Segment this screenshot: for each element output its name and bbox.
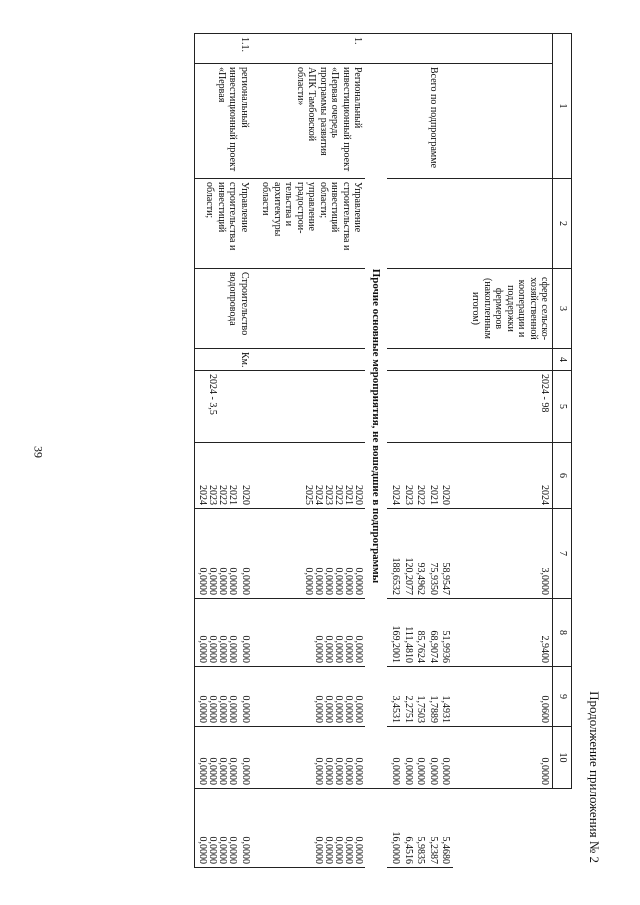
- total-value: 120,2077: [403, 557, 414, 595]
- item-1-1-value: 0,0000: [196, 635, 208, 663]
- item-1-v10: [258, 788, 366, 867]
- item-1-value: 0,0000: [303, 567, 315, 595]
- item-1-1-years: [194, 442, 258, 508]
- item-1-value: 0,0000: [343, 695, 355, 723]
- total-v8: [387, 666, 454, 726]
- item-1-value: 0,0000: [333, 635, 345, 663]
- item-1-years: [258, 442, 366, 508]
- total-value: 85,7624: [415, 630, 427, 663]
- item-1-1-number: 1.1.: [194, 33, 258, 63]
- column-number-row: [553, 33, 572, 867]
- col-1: 1: [553, 33, 572, 178]
- col-6: 6: [553, 442, 572, 508]
- total-value: 5,2387: [428, 836, 439, 864]
- item-1-1-indicator: Строительство водопровода: [194, 268, 258, 348]
- item-1-1-period: 2024 - 3,5: [194, 370, 258, 442]
- item-1-value: 0,0000: [323, 757, 335, 785]
- item-1-value: 0,0000: [353, 567, 365, 595]
- item-1-value: 0,0000: [313, 635, 325, 663]
- item-1-1-value: 0,0000: [216, 695, 228, 723]
- item-1-v8: [258, 666, 366, 726]
- item-1-value: 0,0000: [343, 757, 355, 785]
- col-7: 7: [553, 508, 572, 598]
- item-1-value: 0,0000: [313, 836, 325, 864]
- item-1-value: 0,0000: [343, 567, 355, 595]
- total-value: 0,0000: [440, 757, 452, 785]
- item-1-value: 0,0000: [353, 836, 365, 864]
- item-1-value: 0,0000: [323, 567, 335, 595]
- total-value: 68,9074: [428, 630, 439, 663]
- total-value: 1,4931: [440, 695, 452, 723]
- item-1-1-value: 0,0000: [226, 757, 238, 785]
- total-value: 6,4516: [403, 836, 414, 864]
- total-value: 93,4962: [415, 562, 427, 595]
- item-1-v7: [258, 598, 366, 666]
- col-8: 8: [553, 598, 572, 666]
- item-1-1-name: региональный инвестиционный проект «Первая: [194, 63, 258, 178]
- total-year: 2020: [440, 484, 452, 505]
- total-v9: [387, 726, 454, 788]
- item-1-v9: [258, 726, 366, 788]
- item-1-year: 2023: [323, 484, 335, 505]
- item-1-1-unit: Км.: [194, 348, 258, 370]
- item-1-value: 0,0000: [353, 695, 365, 723]
- total-value: 2,2751: [403, 695, 414, 723]
- total-value: 188,6532: [390, 557, 402, 595]
- total-value: 75,9350: [428, 562, 439, 595]
- total-v6: [387, 508, 454, 598]
- total-year: 2024: [390, 484, 402, 505]
- item-1-1-value: 0,0000: [239, 635, 251, 663]
- item-1-1-year: 2021: [226, 484, 238, 505]
- item-1-value: 0,0000: [333, 836, 345, 864]
- indicator-text: сфере сельско-хозяйственной кооперации и поддержки фермеров (накопленным итогом): [454, 268, 554, 348]
- item-1-1-v10: [194, 788, 258, 867]
- total-value: 111,4810: [403, 625, 414, 663]
- item-1-1-v9: [194, 726, 258, 788]
- total-value: 0,0000: [403, 757, 414, 785]
- item-1-1-value: 0,0000: [216, 635, 228, 663]
- total-value: 1,7503: [415, 695, 427, 723]
- total-years: [387, 442, 454, 508]
- total-value: 16,0000: [390, 831, 402, 864]
- total-value: 58,9547: [440, 562, 452, 595]
- item-1-1-row: [194, 33, 258, 867]
- total-value: 0,0000: [428, 757, 439, 785]
- item-1-v6: [258, 508, 366, 598]
- item-1-year: 2025: [303, 484, 315, 505]
- col-5: 5: [553, 370, 572, 442]
- item-1-1-value: 0,0000: [226, 635, 238, 663]
- item-1-number: 1.: [258, 33, 366, 63]
- item-1-value: 0,0000: [343, 635, 355, 663]
- item-1-1-value: 0,0000: [206, 836, 218, 864]
- continuation-title: Продолжение приложения № 2: [587, 690, 602, 863]
- item-1-1-value: 0,0000: [216, 836, 228, 864]
- item-1-value: 0,0000: [323, 695, 335, 723]
- item-1-value: 0,0000: [323, 836, 335, 864]
- item-1-1-v7: [194, 598, 258, 666]
- indicator-v9: 0,0000: [454, 726, 554, 788]
- total-year: 2022: [415, 484, 427, 505]
- total-value: 0,0000: [415, 757, 427, 785]
- total-value: 5,4680: [440, 836, 452, 864]
- item-1-1-v8: [194, 666, 258, 726]
- item-1-1-value: 0,0000: [206, 695, 218, 723]
- item-1-1-executor: Управление строительства и инвестиций области;: [194, 178, 258, 268]
- item-1-1-value: 0,0000: [216, 757, 228, 785]
- item-1-1-value: 0,0000: [196, 757, 208, 785]
- item-1-1-year: 2020: [239, 484, 251, 505]
- item-1-year: 2021: [343, 484, 355, 505]
- col-4: 4: [553, 348, 572, 370]
- total-value: 0,0000: [390, 757, 402, 785]
- section-row: [365, 33, 387, 867]
- item-1-value: 0,0000: [313, 757, 325, 785]
- item-1-year: 2022: [333, 484, 345, 505]
- total-year: 2021: [428, 484, 439, 505]
- indicator-v6: 3,0000: [454, 508, 554, 598]
- indicator-v7: 2,9400: [454, 598, 554, 666]
- total-row: [387, 33, 454, 867]
- item-1-1-year: 2023: [206, 484, 218, 505]
- item-1-1-year: 2024: [196, 484, 208, 505]
- col-10: 10: [553, 726, 572, 788]
- item-1-1-value: 0,0000: [239, 695, 251, 723]
- total-value: 51,9936: [440, 630, 452, 663]
- item-1-1-value: 0,0000: [206, 757, 218, 785]
- col-9: 9: [553, 666, 572, 726]
- total-year: 2023: [403, 484, 414, 505]
- indicator-v8: 0,0600: [454, 666, 554, 726]
- item-1-year: 2020: [353, 484, 365, 505]
- item-1-value: 0,0000: [353, 635, 365, 663]
- total-value: 3,4531: [390, 695, 402, 723]
- item-1-year: 2024: [313, 484, 325, 505]
- item-1-value: 0,0000: [343, 836, 355, 864]
- item-1-1-value: 0,0000: [226, 567, 238, 595]
- total-v10: [387, 788, 454, 867]
- item-1-1-value: 0,0000: [206, 635, 218, 663]
- item-1-value: 0,0000: [333, 757, 345, 785]
- item-1-name: Региональный инвестиционный проект «Первая очередь программы развития АПК Тамбовской области»: [258, 63, 366, 178]
- item-1-1-value: 0,0000: [196, 695, 208, 723]
- col-3: 3: [553, 268, 572, 348]
- item-1-1-v6: [194, 508, 258, 598]
- item-1-1-value: 0,0000: [206, 567, 218, 595]
- item-1-1-value: 0,0000: [226, 836, 238, 864]
- total-value: 169,2001: [390, 625, 402, 663]
- total-value: 5,9835: [415, 836, 427, 864]
- item-1-value: 0,0000: [353, 757, 365, 785]
- item-1-1-year: 2022: [216, 484, 228, 505]
- indicator-year: 2024: [454, 442, 554, 508]
- rotated-sheet: [40, 23, 600, 883]
- item-1-value: 0,0000: [313, 567, 325, 595]
- program-table: [194, 33, 572, 868]
- item-1-1-value: 0,0000: [239, 567, 251, 595]
- total-v7: [387, 598, 454, 666]
- indicator-period: 2024 - 98: [454, 370, 554, 442]
- total-value: 1,7889: [428, 695, 439, 723]
- item-1-value: 0,0000: [313, 695, 325, 723]
- item-1-value: 0,0000: [323, 635, 335, 663]
- total-label: Всего по подпрограмме: [387, 63, 454, 178]
- item-1-1-value: 0,0000: [239, 836, 251, 864]
- item-1-1-value: 0,0000: [196, 836, 208, 864]
- item-1-value: 0,0000: [333, 567, 345, 595]
- page-number: 39: [31, 446, 46, 458]
- item-1-1-value: 0,0000: [216, 567, 228, 595]
- item-1-row: [258, 33, 366, 867]
- col-2: 2: [553, 178, 572, 268]
- item-1-1-value: 0,0000: [226, 695, 238, 723]
- item-1-1-value: 0,0000: [239, 757, 251, 785]
- item-1-value: 0,0000: [333, 695, 345, 723]
- item-1-1-value: 0,0000: [196, 567, 208, 595]
- indicator-row: [454, 33, 554, 867]
- item-1-executor: Управление строительства и инвестиций области; управление градострои-тельства и архитектуры области: [258, 178, 366, 268]
- section-title: Прочие основные мероприятия, не вошедшие в подпрограммы: [365, 63, 387, 788]
